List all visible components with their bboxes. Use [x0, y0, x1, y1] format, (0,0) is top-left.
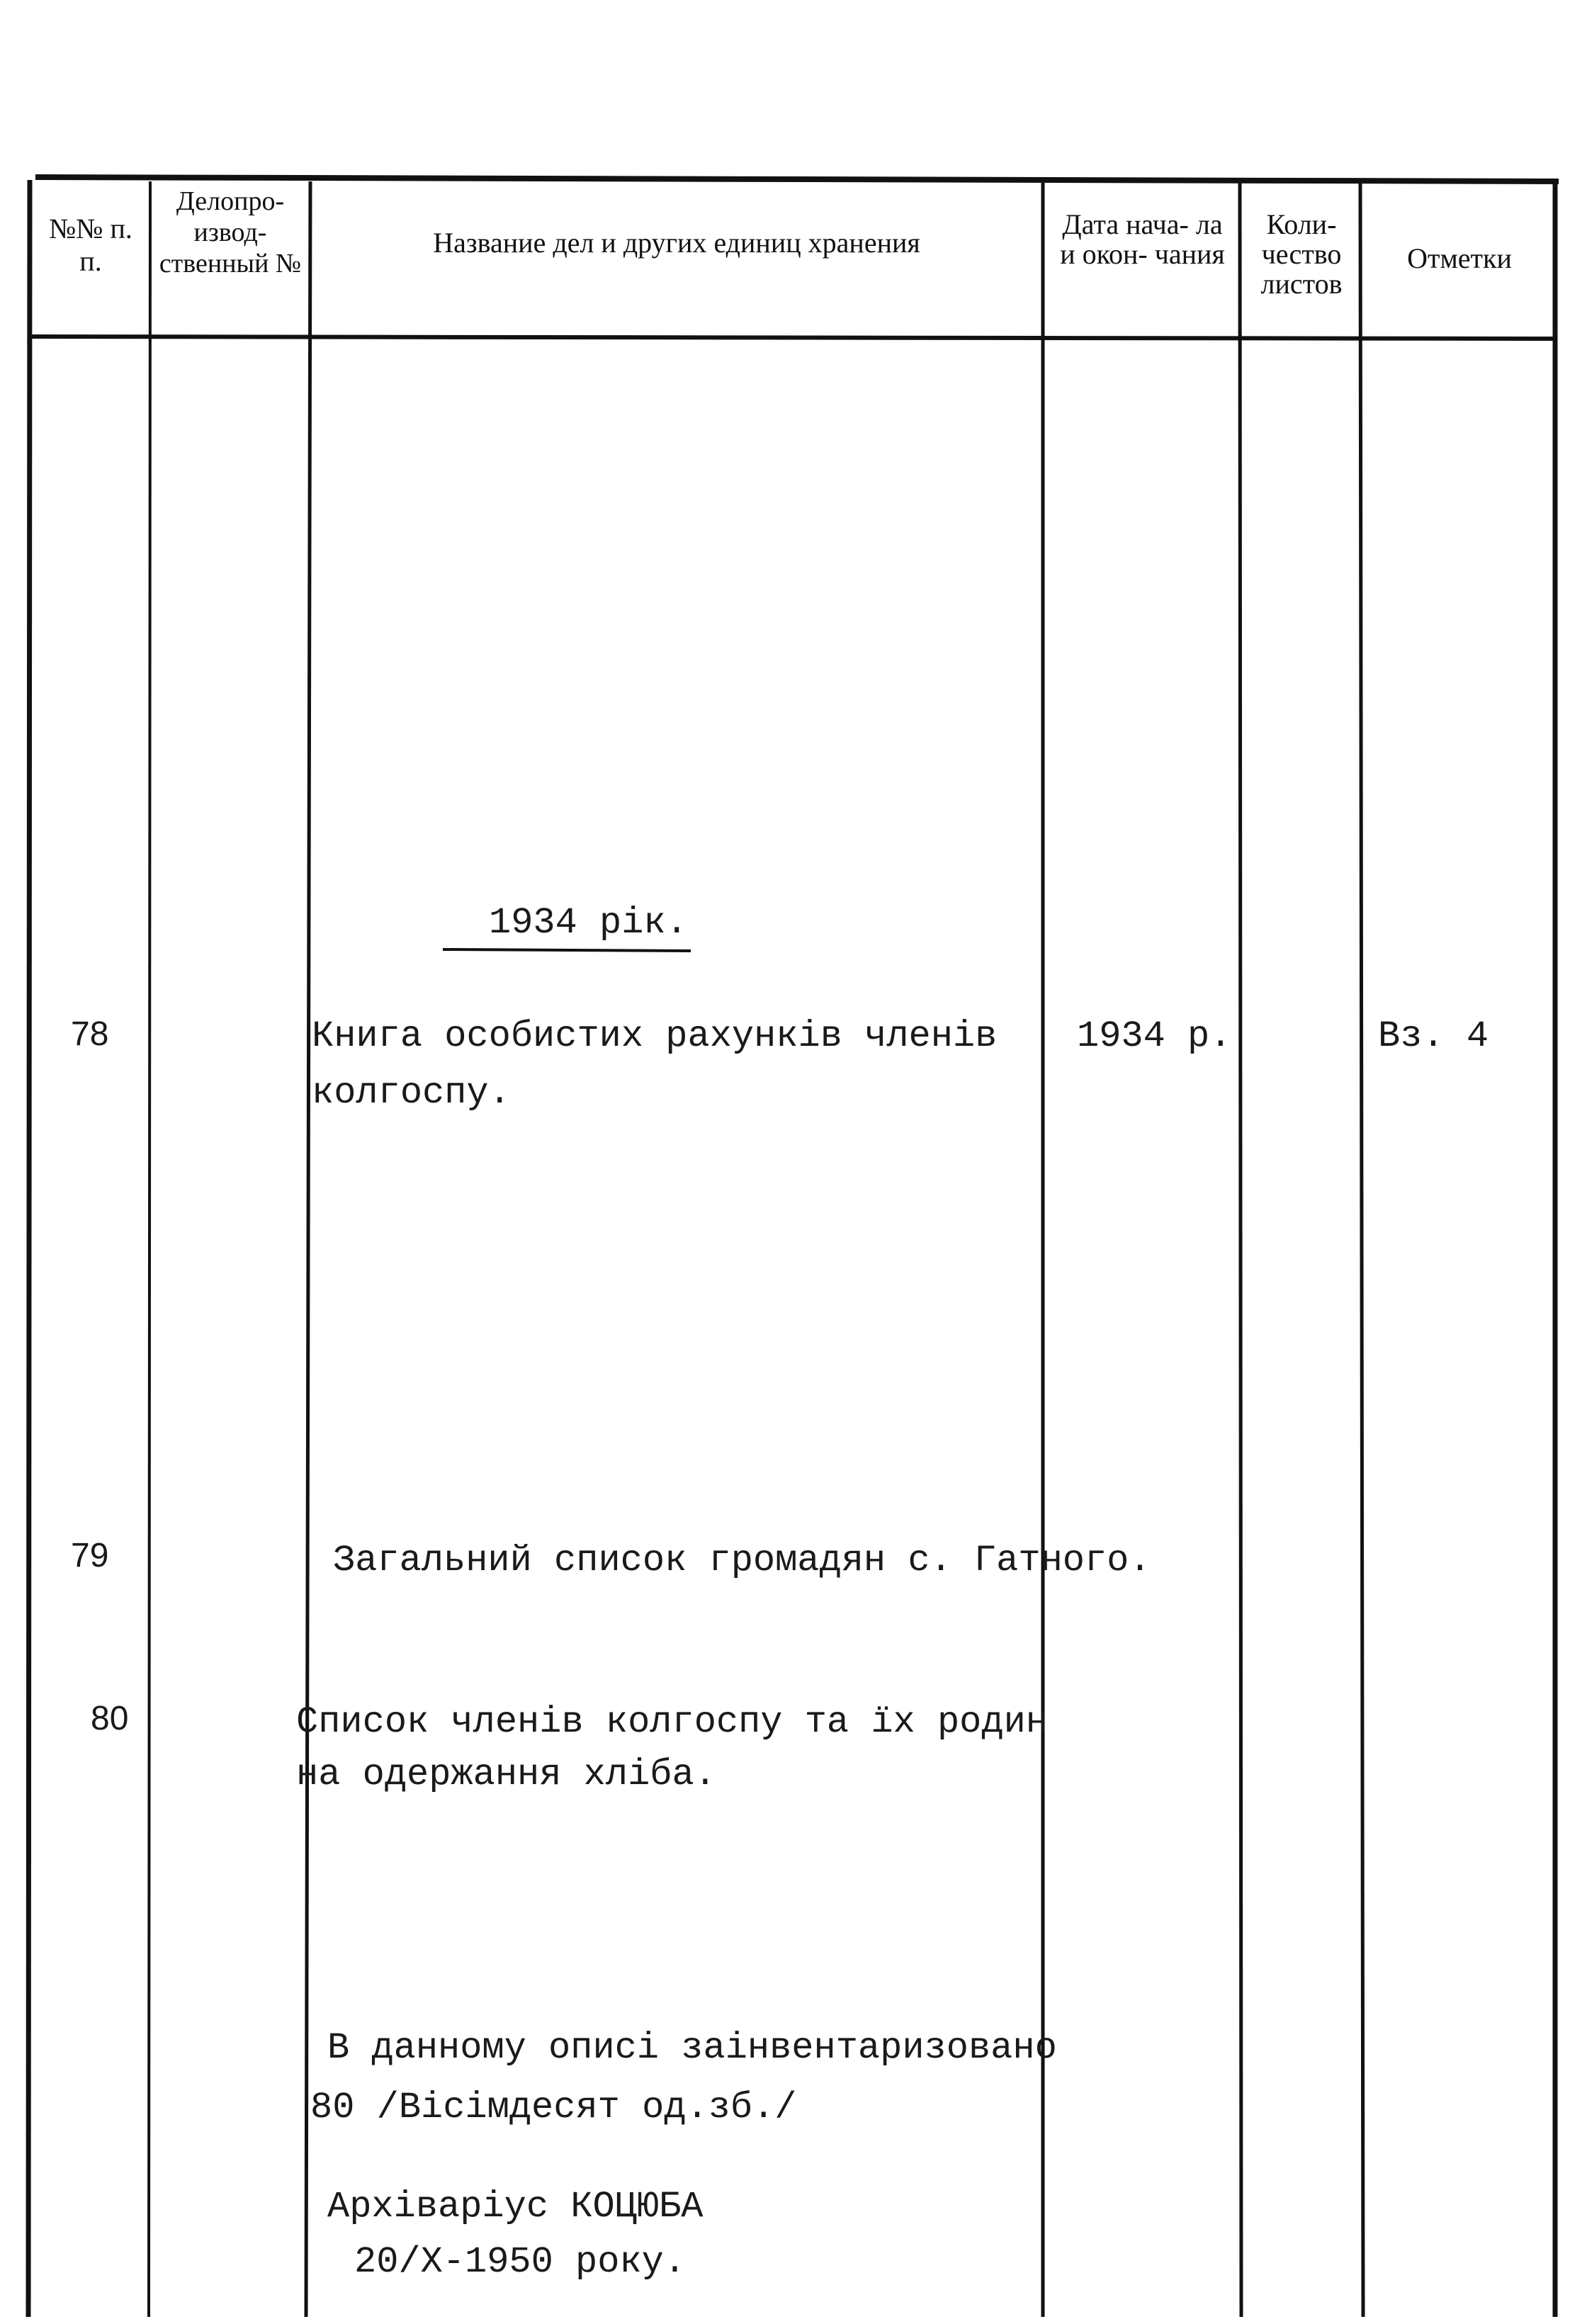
- row-80-title-line2: на одержання хліба.: [296, 1754, 716, 1795]
- row-78-number: 78: [71, 1015, 109, 1053]
- table-top-border: [35, 177, 1559, 181]
- summary-line1: В данному описі заінвентаризовано: [327, 2027, 1057, 2069]
- row-78-notes: Вз. 4: [1378, 1015, 1489, 1057]
- section-heading: 1934 рік.: [489, 902, 688, 944]
- summary-line2: 80 /Вісімдесят од.зб./: [310, 2087, 797, 2128]
- table-left-border: [28, 180, 30, 2317]
- archivist-signature: Архіваріус КОЦЮБА: [327, 2186, 704, 2228]
- header-title: Название дел и других единиц хранения: [433, 227, 920, 259]
- heading-underline: [443, 949, 691, 951]
- header-sheets: Коли- чество листов: [1260, 208, 1343, 300]
- col-sep-1: [149, 181, 150, 2317]
- header-notes: Отметки: [1407, 242, 1512, 274]
- header-bottom-border: [32, 337, 1555, 339]
- row-79-title-line1: Загальний список громадян с. Гатного.: [333, 1540, 1151, 1581]
- row-79-number: 79: [71, 1537, 109, 1574]
- header-dates: Дата нача- ла и окон- чания: [1060, 208, 1225, 270]
- row-80-number: 80: [91, 1700, 129, 1737]
- header-office-number: Делопро- извод- ственный №: [159, 186, 302, 278]
- row-78-title-line2: колгоспу.: [312, 1072, 511, 1114]
- col-sep-4: [1240, 183, 1241, 2317]
- row-78-dates: 1934 р.: [1077, 1015, 1232, 1057]
- row-80-title-line1: Список членів колгоспу та їх родин: [296, 1701, 1048, 1743]
- col-sep-2: [306, 181, 310, 2317]
- header-num: №№ п. п.: [49, 213, 132, 277]
- signature-date: 20/X-1950 року.: [354, 2241, 687, 2283]
- row-78-title-line1: Книга особистих рахунків членів: [312, 1015, 998, 1057]
- col-sep-5: [1360, 183, 1363, 2317]
